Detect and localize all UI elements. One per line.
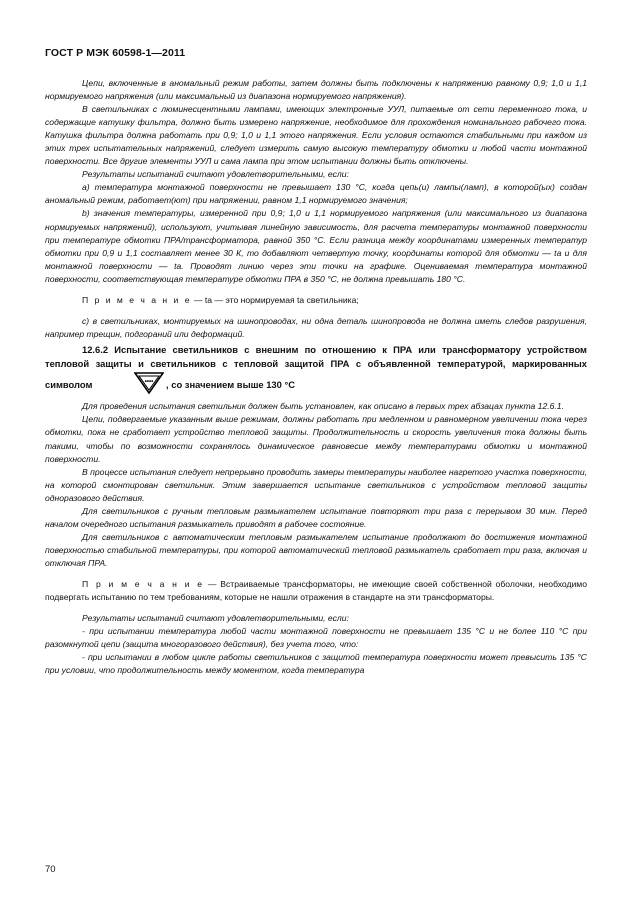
- note-label: П р и м е ч а н и е: [82, 294, 192, 305]
- paragraph: Результаты испытаний считают удовлетворительными, если:: [82, 169, 349, 180]
- paragraph: Для светильников с автоматическим тепловым размыкателем испытание продолжают до достижения монтажной поверхностью стабильной температуры, при которой автоматический тепловой размыкатель сработает три раза, включая и отключая ПРА.: [45, 531, 587, 568]
- note-text: — tа — это нормируемая tа светильника;: [191, 294, 359, 305]
- thermal-protection-symbol-icon: [97, 372, 164, 399]
- page-number: 70: [45, 864, 56, 875]
- list-item-a: а) температура монтажной поверхности не превышает 130 °С, когда цепь(и) лампы(ламп), в которой(ых) создан аномальный режим, работает(ют) при напряжении, равном 1,1 нормируемого значения;: [45, 182, 587, 206]
- paragraph: Результаты испытаний считают удовлетворительными, если:: [82, 613, 349, 624]
- list-item: - при испытании температура любой части монтажной поверхности не превышает 135 °С и не более 110 °С при разомкнутой цепи (защита многоразового действия), без учета того, что:: [45, 626, 587, 650]
- paragraph: Для светильников с ручным тепловым размыкателем испытание повторяют три раза с перерывом 30 мин. Перед началом очередного испытания размыкатель приводят в рабочее состояние.: [45, 505, 587, 529]
- symbol-dots: ••••: [144, 378, 154, 385]
- paragraph: В процессе испытания следует непрерывно проводить замеры температуры наиболее нагретого участка поверхности, на которой смонтирован светильник. Этим завершается испытание светильников с устройством тепловой защиты одноразового действия.: [45, 466, 587, 503]
- document-header: ГОСТ Р МЭК 60598-1—2011: [45, 47, 186, 59]
- note: [45, 578, 587, 604]
- paragraph: Цепи, включенные в аномальный режим работы, затем должны быть подключены к напряжению равному 0,9; 1,0 и 1,1 нормируемого напряжения (или максимальный из диапазона нормируемого напряжения).: [45, 78, 587, 102]
- paragraph: Цепи, подвергаемые указанным выше режимам, должны работать при медленном и равномерном увеличении тока через обмотки, пока не сработает устройство тепловой защиты. Продолжительность и скорость увеличения тока должны быть такими, чтобы по возможности сохранялось динамическое равновесие между температурами обмотки и монтажной поверхности.: [45, 414, 587, 464]
- list-item-b: b) значения температуры, измеренной при 0,9; 1,0 и 1,1 нормируемого напряжения (или максимального из диапазона нормируемых напряжений), используют, учитывая линейную зависимость, для расчета температуры монтажной поверхности при температуре обмотки ПРА/трансформатора, равной 350 °С. Если разница между координатами измеренных температур обмотки при 0,9 и 1,1 составляет менее 30 К, то добавляют четвертую точку, координаты которой для обмотки — tа и для монтажной поверхности — tа. Проводят линию через эти точки на графике. Оцениваемая температура монтажной поверхности, соответствующая температуре обмотки ПРА в 350 °С, не должна превышать 180 °С.: [45, 208, 587, 284]
- heading-text: 12.6.2 Испытание светильников с внешним по отношению к ПРА или трансформатору устройством тепловой защиты и светильников с тепловой защитой ПРА с объявленной температурой, маркированных символом: [45, 343, 587, 390]
- note-label: П р и м е ч а н и е: [82, 579, 205, 589]
- paragraph: В светильниках с люминесцентными лампами, имеющих электронные УУЛ, питаемые от сети переменного тока, и содержащие катушку фильтра, должно быть измерено напряжение, необходимое для прохождения номинального рабочего тока. Катушка фильтра должна работать при 0,9; 1,0 и 1,1 этого напряжения. Если условия остаются стабильными при каждом из этих трех испытательных напряжений, следует измерить самую высокую температуру обмотки и любой части монтажной поверхности. Все другие элементы УУЛ и сама лампа при этом испытании должны быть отключены.: [45, 104, 587, 167]
- page-body: [45, 77, 587, 677]
- note: [45, 294, 587, 307]
- note-text: — Встраиваемые трансформаторы, не имеющие своей собственной оболочки, необходимо подвергать испытанию по тем требованиям, которые не нашли отражения в стандарте на эти трансформаторы.: [45, 579, 587, 603]
- list-item: - при испытании в любом цикле работы светильников с защитой температура поверхности может превысить 135 °С при условии, что продолжительность между моментом, когда температура: [45, 652, 587, 676]
- section-heading: [45, 343, 587, 399]
- list-item-c: с) в светильниках, монтируемых на шинопроводах, ни одна деталь шинопровода не должна иметь следов разрушения, например трещин, подгораний или деформаций.: [45, 315, 587, 339]
- heading-text-tail: , со значением выше 130 °С: [166, 378, 295, 390]
- paragraph: Для проведения испытания светильник должен быть установлен, как описано в первых трех абзацах пункта 12.6.1.: [82, 401, 564, 412]
